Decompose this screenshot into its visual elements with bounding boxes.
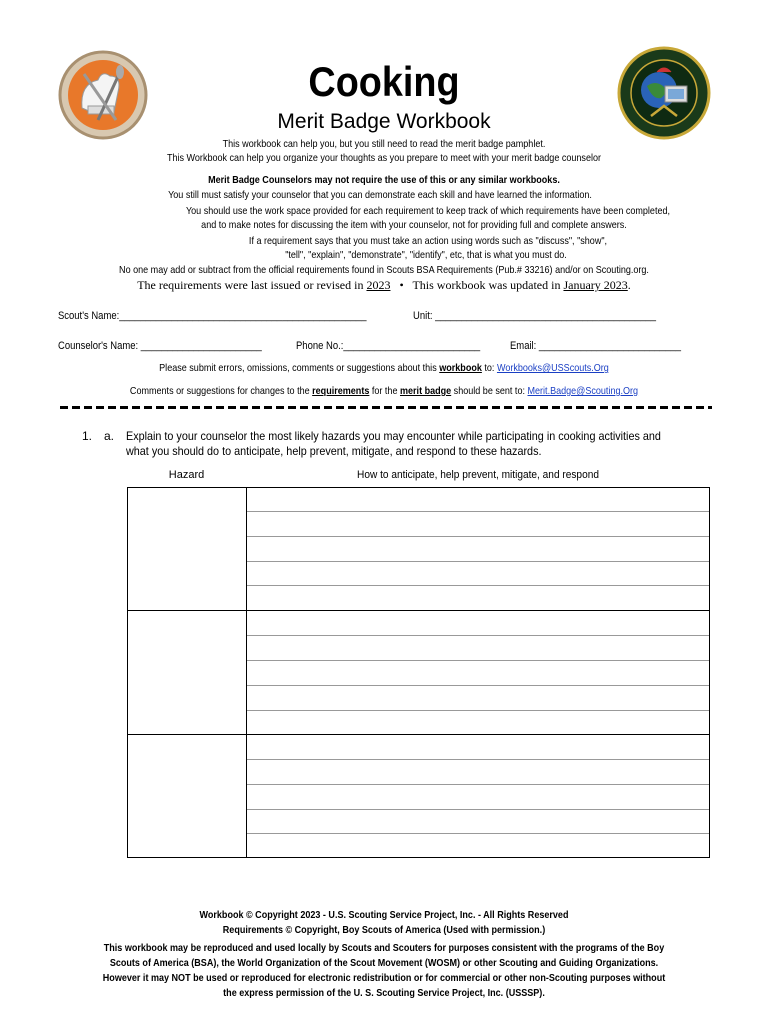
hazard-cell[interactable] [128, 488, 247, 611]
notice-line-6: No one may add or subtract from the official requirements found in Scouts BSA Requirements (Pub.# 33216) and/or on Scouting.org. [119, 264, 649, 276]
unit-label: Unit: [413, 310, 433, 322]
phone-label: Phone No.: [296, 340, 344, 352]
counselor-line[interactable]: _______________________ [140, 340, 262, 352]
notice-line-1: You still must satisfy your counselor that you can demonstrate each skill and have learned the information. [168, 189, 592, 201]
req-suffix: should be sent to: [453, 385, 525, 397]
page-title: Cooking [308, 58, 460, 105]
updated-prefix: This workbook was updated in [412, 278, 561, 292]
requirements-line [54, 385, 714, 397]
scout-name-field[interactable] [58, 310, 366, 322]
response-cell[interactable] [247, 488, 710, 611]
notice-line-4: If a requirement says that you must take an action using words such as "discuss", "show", [248, 235, 608, 247]
req-number: 1. [82, 429, 93, 443]
errors-to: to: [484, 362, 495, 374]
footer-line-3: This workbook may be reproduced and used locally by Scouts and Scouters for purposes consistent with the programs of the Boy [103, 942, 665, 954]
issued-bullet: • [399, 278, 404, 292]
footer-line-1: Workbook © Copyright 2023 - U.S. Scouting Service Project, Inc. - All Rights Reserved [199, 909, 569, 921]
issued-prefix: The requirements were last issued or revised in [137, 278, 364, 292]
section-divider [60, 406, 712, 409]
hazard-cell[interactable] [128, 735, 247, 858]
updated-period: . [627, 278, 631, 292]
footer-line-2: Requirements © Copyright, Boy Scouts of America (Used with permission.) [222, 924, 546, 936]
req-bold2: merit badge [399, 385, 452, 397]
req-text-2: what you should do to anticipate, help prevent, mitigate, and respond to these hazards. [126, 444, 542, 458]
errors-line [54, 362, 714, 374]
phone-line[interactable]: __________________________ [343, 340, 481, 352]
issued-year: 2023 [366, 278, 391, 292]
notice-line-2: You should use the work space provided for each requirement to keep track of which requirements have been completed, [185, 205, 671, 217]
req-bold: requirements [312, 385, 370, 397]
notice-bold: Merit Badge Counselors may not require the use of this or any similar workbooks. [208, 174, 560, 186]
footer-line-5: However it may NOT be used or reproduced for electronic redistribution or for commercial or other non-Scouting purposes without [102, 972, 666, 984]
email-field[interactable] [510, 340, 681, 352]
phone-field[interactable] [296, 340, 480, 352]
intro-line-2: This Workbook can help you organize your thoughts as you prepare to meet with your merit badge counselor [166, 152, 602, 164]
updated-date: January 2023 [563, 278, 628, 292]
table-row [128, 735, 710, 858]
col-hazard-header: Hazard [168, 469, 205, 481]
scout-name-label: Scout's Name: [58, 310, 120, 322]
counselor-name-field[interactable] [58, 340, 262, 352]
unit-line[interactable]: __________________________________________ [435, 310, 657, 322]
req-letter: a. [104, 429, 115, 443]
notice-line-3: and to make notes for discussing the item with your counselor, not for providing full and complete answers. [201, 219, 627, 231]
workbooks-email-link[interactable]: Workbooks@USScouts.Org [496, 362, 609, 374]
col-response-header: How to anticipate, help prevent, mitigate, and respond [357, 469, 599, 481]
intro-line-1: This workbook can help you, but you still need to read the merit badge pamphlet. [222, 138, 546, 150]
response-cell[interactable] [247, 735, 710, 858]
email-label: Email: [510, 340, 537, 352]
hazard-cell[interactable] [128, 611, 247, 735]
errors-prefix: Please submit errors, omissions, comments or suggestions about this [159, 362, 437, 374]
page-subtitle: Merit Badge Workbook [277, 110, 491, 133]
merit-badge-email-link[interactable]: Merit.Badge@Scouting.Org [527, 385, 639, 397]
unit-field[interactable] [413, 310, 656, 322]
issued-line [0, 278, 768, 293]
errors-bold: workbook [439, 362, 482, 374]
hazard-table [127, 487, 710, 858]
table-row [128, 611, 710, 735]
req-text-1: Explain to your counselor the most likely hazards you may encounter while participating in cooking activities and [126, 429, 661, 443]
notice-line-5: "tell", "explain", "demonstrate", "identify", etc, that is what you must do. [285, 249, 567, 261]
counselor-label: Counselor's Name: [58, 340, 139, 352]
table-row [128, 488, 710, 611]
req-prefix: Comments or suggestions for changes to the [129, 385, 310, 397]
footer-line-4: Scouts of America (BSA), the World Organization of the Scout Movement (WOSM) or other Scouting and Guiding Organizations. [109, 957, 659, 969]
scout-name-line[interactable]: _______________________________________________ [119, 310, 367, 322]
response-cell[interactable] [247, 611, 710, 735]
footer-line-6: the express permission of the U. S. Scouting Service Project, Inc. (USSSP). [223, 987, 545, 999]
req-mid: for the [371, 385, 398, 397]
email-line[interactable]: ___________________________ [538, 340, 681, 352]
